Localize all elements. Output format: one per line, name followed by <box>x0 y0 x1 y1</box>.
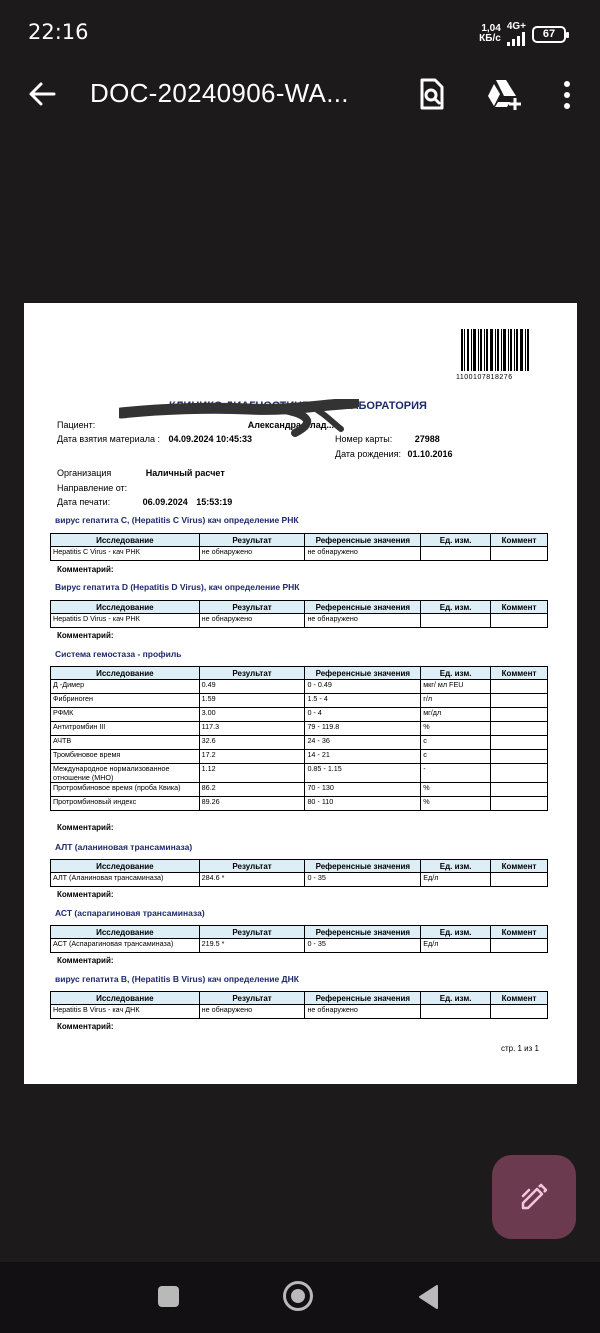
column-header: Результат <box>199 860 305 873</box>
table-cell: Фибриноген <box>51 694 200 708</box>
barcode-number: 1100107818276 <box>456 374 513 381</box>
column-header: Результат <box>199 601 305 614</box>
edit-fab-button[interactable] <box>492 1155 576 1239</box>
column-header: Результат <box>199 534 305 547</box>
card-number-row: Номер карты: 27988 <box>335 434 440 444</box>
table-row <box>51 736 548 750</box>
table-cell: Д -Димер <box>51 680 200 694</box>
table-cell: Антитромбин III <box>51 722 200 736</box>
column-header: Исследование <box>51 667 200 680</box>
column-header: Референсные значения <box>305 534 421 547</box>
print-date-row: Дата печати: 06.09.2024 15:53:19 <box>57 497 233 507</box>
birth-date-row: Дата рождения: 01.10.2016 <box>335 449 453 459</box>
column-header: Ед. изм. <box>421 667 491 680</box>
table-cell <box>491 547 548 561</box>
table-cell: 89.26 <box>199 797 305 811</box>
table-cell: не обнаружено <box>305 1005 421 1019</box>
table-cell: 0 - 4 <box>305 708 421 722</box>
nav-back-button[interactable] <box>417 1284 439 1310</box>
table-cell <box>491 764 548 783</box>
table-cell <box>491 722 548 736</box>
table-header-row <box>51 667 548 680</box>
column-header: Ед. изм. <box>421 926 491 939</box>
table-cell: 3.00 <box>199 708 305 722</box>
table-cell: % <box>421 722 491 736</box>
section-title: вирус гепатита C, (Hepatitis C Virus) кач определение РНК <box>55 515 299 525</box>
table-cell: мкг/ мл FEU <box>421 680 491 694</box>
column-header: Коммент <box>491 534 548 547</box>
table-cell: - <box>421 764 491 783</box>
table-row <box>51 783 548 797</box>
table-cell: 86.2 <box>199 783 305 797</box>
column-header: Исследование <box>51 992 200 1005</box>
sample-date-row: Дата взятия материала : 04.09.2024 10:45:33 <box>57 434 253 444</box>
column-header: Коммент <box>491 667 548 680</box>
table-cell: 24 - 36 <box>305 736 421 750</box>
results-table <box>50 991 548 1019</box>
table-cell <box>491 939 548 953</box>
column-header: Ед. изм. <box>421 992 491 1005</box>
section-title: Вирус гепатита D (Hepatitis D Virus), кач определение РНК <box>55 582 300 592</box>
table-row <box>51 1005 548 1019</box>
page-number: стр. 1 из 1 <box>500 1044 539 1053</box>
table-cell <box>491 873 548 887</box>
recent-apps-button[interactable] <box>158 1286 179 1307</box>
column-header: Ед. изм. <box>421 534 491 547</box>
table-row <box>51 547 548 561</box>
table-cell: с <box>421 736 491 750</box>
column-header: Референсные значения <box>305 601 421 614</box>
network-type: 4G+ <box>507 22 526 46</box>
column-header: Референсные значения <box>305 860 421 873</box>
table-cell: 79 - 119.8 <box>305 722 421 736</box>
table-row <box>51 797 548 811</box>
section-title: Система гемостаза - профиль <box>55 649 182 659</box>
table-cell: 1.59 <box>199 694 305 708</box>
referral-row: Направление от: <box>57 483 128 493</box>
results-table <box>50 859 548 887</box>
table-cell: 14 - 21 <box>305 750 421 764</box>
redaction-mark <box>119 399 359 437</box>
pen-edit-icon <box>519 1182 549 1212</box>
results-table <box>50 533 548 561</box>
more-vertical-icon <box>556 78 578 112</box>
table-cell: 0 - 35 <box>305 873 421 887</box>
table-cell: 0.85 - 1.15 <box>305 764 421 783</box>
comment-label: Комментарий: <box>57 890 114 899</box>
table-cell <box>491 750 548 764</box>
table-cell: 0 - 35 <box>305 939 421 953</box>
comment-label: Комментарий: <box>57 823 114 832</box>
status-time: 22:16 <box>28 20 89 44</box>
column-header: Референсные значения <box>305 992 421 1005</box>
table-row <box>51 614 548 628</box>
column-header: Исследование <box>51 601 200 614</box>
table-cell: 284.6 * <box>199 873 305 887</box>
table-cell <box>491 680 548 694</box>
table-cell: 32.6 <box>199 736 305 750</box>
battery-icon: 67 <box>532 26 566 43</box>
table-cell: АЧТВ <box>51 736 200 750</box>
table-cell <box>421 547 491 561</box>
table-cell <box>421 1005 491 1019</box>
table-cell: Протромбиновый индекс <box>51 797 200 811</box>
column-header: Результат <box>199 926 305 939</box>
table-cell: не обнаружено <box>305 547 421 561</box>
column-header: Исследование <box>51 926 200 939</box>
document-page[interactable] <box>24 303 577 1084</box>
drive-add-icon <box>484 76 524 112</box>
home-button[interactable] <box>283 1281 313 1311</box>
table-cell: % <box>421 797 491 811</box>
document-search-icon <box>414 76 450 112</box>
table-cell: 80 - 110 <box>305 797 421 811</box>
table-cell: % <box>421 783 491 797</box>
table-cell: не обнаружено <box>305 614 421 628</box>
table-cell <box>491 736 548 750</box>
table-cell: с <box>421 750 491 764</box>
table-cell: Ед/л <box>421 939 491 953</box>
table-cell <box>491 694 548 708</box>
comment-label: Комментарий: <box>57 1022 114 1031</box>
column-header: Коммент <box>491 926 548 939</box>
table-cell <box>491 614 548 628</box>
section-title: вирус гепатита B, (Hepatitis B Virus) кач определение ДНК <box>55 974 299 984</box>
column-header: Ед. изм. <box>421 601 491 614</box>
barcode <box>461 329 531 371</box>
table-cell: не обнаружено <box>199 614 305 628</box>
comment-label: Комментарий: <box>57 956 114 965</box>
status-bar <box>0 0 600 64</box>
results-table <box>50 925 548 953</box>
comment-label: Комментарий: <box>57 565 114 574</box>
back-button[interactable] <box>24 76 60 112</box>
column-header: Референсные значения <box>305 926 421 939</box>
table-row <box>51 939 548 953</box>
column-header: Исследование <box>51 534 200 547</box>
organization-row: Организация Наличный расчет <box>57 468 225 478</box>
table-cell: мг/дл <box>421 708 491 722</box>
table-cell: Hepatitis C Virus - кач РНК <box>51 547 200 561</box>
document-title: DOC-20240906-WA... <box>90 78 349 108</box>
table-cell: 17.2 <box>199 750 305 764</box>
table-cell: 70 - 130 <box>305 783 421 797</box>
table-header-row <box>51 601 548 614</box>
table-cell <box>491 797 548 811</box>
results-table <box>50 666 548 811</box>
column-header: Ед. изм. <box>421 860 491 873</box>
table-cell: 0.49 <box>199 680 305 694</box>
table-cell: Hepatitis B Virus - кач ДНК <box>51 1005 200 1019</box>
search-in-document-button[interactable] <box>414 76 450 112</box>
table-row <box>51 873 548 887</box>
table-cell: АЛТ (Аланиновая трансаминаза) <box>51 873 200 887</box>
status-indicators <box>479 22 566 46</box>
comment-label: Комментарий: <box>57 631 114 640</box>
app-bar <box>0 64 600 124</box>
column-header: Результат <box>199 667 305 680</box>
table-cell: Международное нормализованное отношение (МНО) <box>51 764 200 783</box>
table-cell: 0 - 0.49 <box>305 680 421 694</box>
table-cell: Тромбиновое время <box>51 750 200 764</box>
column-header: Коммент <box>491 601 548 614</box>
table-cell: Ед/л <box>421 873 491 887</box>
table-cell: 219.5 * <box>199 939 305 953</box>
column-header: Исследование <box>51 860 200 873</box>
table-row <box>51 764 548 783</box>
section-title: АСТ (аспарагиновая трансаминаза) <box>55 908 205 918</box>
table-cell <box>491 708 548 722</box>
patient-row: Пациент: Александра Влад... <box>57 420 334 430</box>
table-cell: не обнаружено <box>199 1005 305 1019</box>
table-cell: 117.3 <box>199 722 305 736</box>
table-cell: г/л <box>421 694 491 708</box>
table-cell: Hepatitis D Virus - кач РНК <box>51 614 200 628</box>
column-header: Референсные значения <box>305 667 421 680</box>
table-cell: 1.12 <box>199 764 305 783</box>
signal-icon <box>507 32 526 46</box>
table-cell <box>421 614 491 628</box>
table-header-row <box>51 926 548 939</box>
table-row <box>51 722 548 736</box>
table-cell: АСТ (Аспарагиновая трансаминаза) <box>51 939 200 953</box>
table-cell: РФМК <box>51 708 200 722</box>
table-header-row <box>51 992 548 1005</box>
column-header: Коммент <box>491 992 548 1005</box>
section-title: АЛТ (аланиновая трансаминаза) <box>55 842 193 852</box>
table-cell: 1.5 - 4 <box>305 694 421 708</box>
table-row <box>51 694 548 708</box>
column-header: Коммент <box>491 860 548 873</box>
arrow-left-icon <box>24 76 60 112</box>
network-speed: 1,04 КБ/с <box>479 23 501 44</box>
table-cell: не обнаружено <box>199 547 305 561</box>
table-cell <box>491 1005 548 1019</box>
table-row <box>51 680 548 694</box>
lab-title: КЛИНИКО ДИАГНОСТИЧЕСКАЯ ЛАБОРАТОРИЯ <box>169 400 427 412</box>
results-table <box>50 600 548 628</box>
more-options-button[interactable] <box>556 78 578 112</box>
table-cell: Протромбиновое время (проба Квика) <box>51 783 200 797</box>
table-cell <box>491 783 548 797</box>
table-row <box>51 708 548 722</box>
table-header-row <box>51 860 548 873</box>
table-row <box>51 750 548 764</box>
add-to-drive-button[interactable] <box>484 76 524 112</box>
table-header-row <box>51 534 548 547</box>
column-header: Результат <box>199 992 305 1005</box>
system-nav-bar <box>0 1262 600 1333</box>
